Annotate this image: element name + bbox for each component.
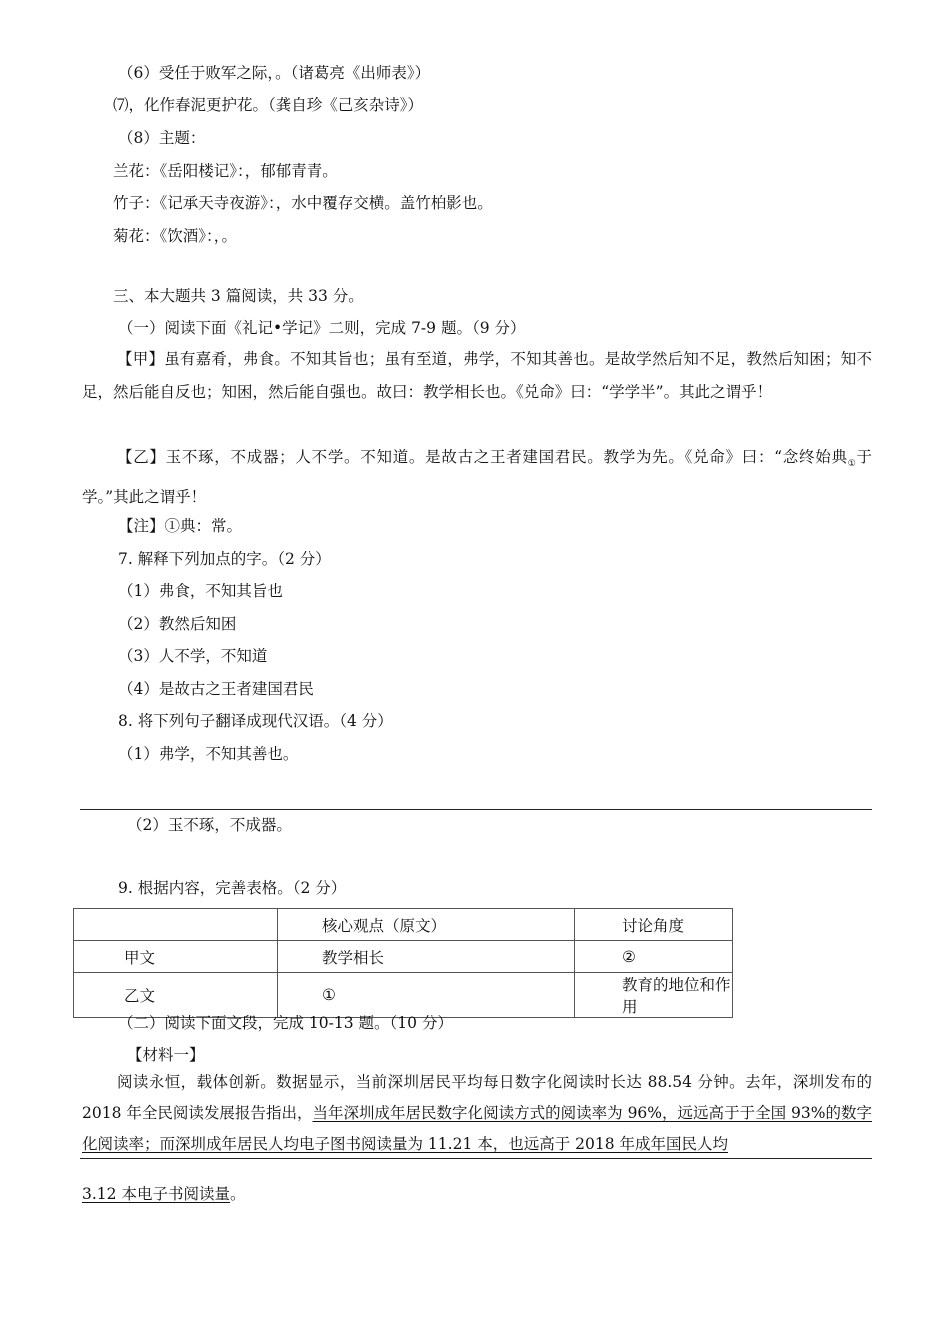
q7-item-4: （4）是故古之王者建国君民 bbox=[118, 680, 314, 698]
fill-in-bamboo: 竹子：《记承天寺夜游》：，水中覆存交横。盖竹柏影也。 bbox=[113, 194, 493, 212]
passage-yi-text-a: 【乙】玉不琢，不成器；人不学。不知道。是故古之王者建国君民。教学为先。《兑命》曰：“念终始典 bbox=[117, 448, 848, 466]
material1-tail-underlined: 3.12 本电子书阅读量 bbox=[82, 1185, 230, 1203]
q9-table bbox=[73, 908, 733, 1018]
table-row bbox=[74, 973, 733, 1018]
q8-item-1: （1）弗学，不知其善也。 bbox=[118, 745, 299, 763]
material1-end: 。 bbox=[229, 1185, 246, 1203]
table-cell: 甲文 bbox=[74, 941, 278, 973]
q8-item-2: （2）玉不琢，不成器。 bbox=[127, 816, 292, 834]
q7-item-3: （3）人不学，不知道 bbox=[118, 647, 268, 665]
table-cell: 教育的地位和作用 bbox=[575, 973, 733, 1018]
table-cell: ② bbox=[575, 941, 733, 973]
material1-title: 【材料一】 bbox=[127, 1046, 205, 1064]
material1-underlined: 当年深圳成年居民数字化阅读方式的阅读率为 96%，远远高于于全国 93%的数字化阅读率；而深圳成年居民人均电子图书阅读量为 11.21 本，也远高于 2018 年成年国民人均 bbox=[82, 1104, 873, 1153]
fill-in-q6: （6）受任于败军之际，。（诸葛亮《出师表》） bbox=[118, 64, 431, 82]
passage-jia bbox=[82, 343, 872, 409]
material1-paragraph bbox=[82, 1067, 872, 1160]
section-heading: 三、本大题共 3 篇阅读，共 33 分。 bbox=[113, 287, 364, 305]
q7-item-2: （2）教然后知困 bbox=[118, 615, 237, 633]
part1-intro: （一）阅读下面《礼记•学记》二则，完成 7-9 题。（9 分） bbox=[118, 319, 526, 337]
table-header-cell bbox=[74, 909, 278, 941]
table-header-cell: 讨论角度 bbox=[575, 909, 733, 941]
question-9: 9. 根据内容，完善表格。（2 分） bbox=[118, 879, 347, 897]
footnote-marker: ① bbox=[847, 459, 857, 470]
fill-in-q7: ⑺，化作春泥更护花。（龚自珍《己亥杂诗》） bbox=[113, 96, 424, 114]
annotation-note: 【注】①典：常。 bbox=[118, 517, 243, 535]
part2-intro: （二）阅读下面文段，完成 10-13 题。（10 分） bbox=[118, 1014, 453, 1032]
table-cell: 乙文 bbox=[74, 973, 278, 1018]
fill-in-chrysanthemum: 菊花：《饮酒》：，。 bbox=[113, 227, 238, 245]
fill-in-q8: （8）主题： bbox=[118, 129, 206, 147]
question-7: 7. 解释下列加点的字。（2 分） bbox=[118, 550, 331, 568]
material1-plain: 阅读永恒，载体创新。数据显示，当前深圳居民平均每日数字化阅读时长达 88.54 分钟。去年，深圳发布的 2018 年全民阅读发展报告指出， bbox=[82, 1073, 872, 1122]
paragraph-rule bbox=[80, 1158, 872, 1159]
passage-yi bbox=[82, 441, 872, 514]
table-cell: 教学相长 bbox=[278, 941, 575, 973]
passage-jia-text: 【甲】虽有嘉肴，弗食。不知其旨也；虽有至道，弗学，不知其善也。是故学然后知不足，教然后知困；知不足，然后能自反也；知困，然后能自强也。故曰：教学相长也。《兑命》曰：“学学半”。其此之谓乎！ bbox=[82, 350, 872, 401]
material1-tail bbox=[82, 1184, 245, 1204]
q7-item-1: （1）弗食，不知其旨也 bbox=[118, 582, 283, 600]
answer-line bbox=[80, 809, 872, 810]
table-header-row bbox=[74, 909, 733, 941]
fill-in-orchid: 兰花：《岳阳楼记》：，郁郁青青。 bbox=[113, 162, 338, 180]
question-8: 8. 将下列句子翻译成现代汉语。（4 分） bbox=[118, 712, 393, 730]
table-cell: ① bbox=[278, 973, 575, 1018]
table-header-cell: 核心观点（原文） bbox=[278, 909, 575, 941]
table-row bbox=[74, 941, 733, 973]
passage-yi-text-b: 于学。”其此之谓乎！ bbox=[82, 448, 872, 507]
